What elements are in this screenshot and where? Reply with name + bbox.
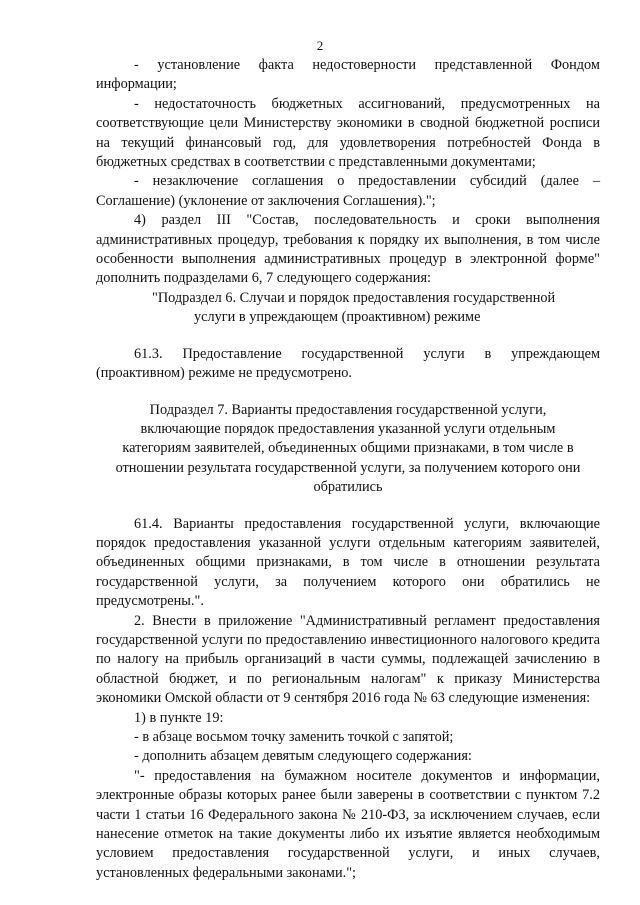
subsection-7-heading-line-1: Подраздел 7. Варианты предоставления государственной услуги, (149, 401, 547, 418)
paragraph-sub-3: - дополнить абзацем девятым следующего содержания: (134, 748, 472, 765)
paragraph-2: 2. Внести в приложение "Административный регламент предоставления государственной услуги по предоставлению инвестиционного налогового кредита по налогу на прибыль организаций в части суммы, подлежащей зачислению в областной бюджет, и по региональным налогам" к приказу Министерства экономики Омской области от 9 сентября 2016 года № 63 следующие изменения: (96, 612, 600, 707)
paragraph-sub-2: - в абзаце восьмом точку заменить точкой с запятой; (134, 729, 454, 745)
document-body (96, 56, 600, 883)
paragraph-sub-1: 1) в пункте 19: (134, 709, 224, 726)
subsection-6-heading (96, 289, 600, 328)
paragraph-item-4: 4) раздел III "Состав, последовательность и сроки выполнения административных процедур, требования к порядку их выполнения, в том числе особенности выполнения административных процедур в электронной форме" дополнить подразделами 6, 7 следующего содержания: (96, 212, 600, 287)
paragraph-bullet-1: - установление факта недостоверности представленной Фондом информации; (96, 57, 600, 93)
paragraph-61-3: 61.3. Предоставление государственной услуги в упреждающем (проактивном) режиме не предусмотрено. (96, 345, 600, 382)
paragraph-bullet-2: - недостаточность бюджетных ассигнований, предусмотренных на соответствующие цели Министерству экономики в сводной бюджетной росписи на текущий финансовый год, для удовлетворения потребностей Фонда в бюджетных средствах в соответствии с представленными документами; (96, 95, 600, 171)
subsection-7-heading-line-4: отношении результата государственной услуги, за получением которого они (115, 459, 581, 476)
subsection-7-heading-line-3: категориям заявителей, объединенных общими признаками, в том числе в (122, 440, 574, 457)
subsection-7-heading (96, 401, 600, 498)
paragraph-61-4: 61.4. Варианты предоставления государственной услуги, включающие порядок предоставления указанной услуги отдельным категориям заявителей, объединенных общими признаками, в том числе в отношении результата государственной услуги, за получением которого они обратились не предусмотрены.". (96, 515, 600, 610)
subsection-7-heading-line-5: обратились (313, 479, 383, 496)
subsection-6-heading-line-1: "Подраздел 6. Случаи и порядок предоставления государственной (152, 289, 556, 306)
subsection-7-heading-line-2: включающие порядок предоставления указанной услуги отдельным (140, 420, 556, 437)
subsection-6-heading-line-2: услуги в упреждающем (проактивном) режиме (194, 309, 481, 326)
paragraph-quote: "- предоставления на бумажном носителе документов и информации, электронные образы которых ранее были заверены в соответствии с пунктом 7.2 части 1 статьи 16 Федерального закона № 210-ФЗ, за исключением случаев, если нанесение отметок на такие документы либо их изъятие является необходимым условием предоставления государственной услуги, и иных случаев, установленных федеральными законами."; (96, 767, 600, 881)
page-number: 2 (316, 38, 324, 53)
paragraph-bullet-3: - незаключение соглашения о предоставлении субсидий (далее – Соглашение) (уклонение от заключения Соглашения)."; (96, 173, 600, 209)
